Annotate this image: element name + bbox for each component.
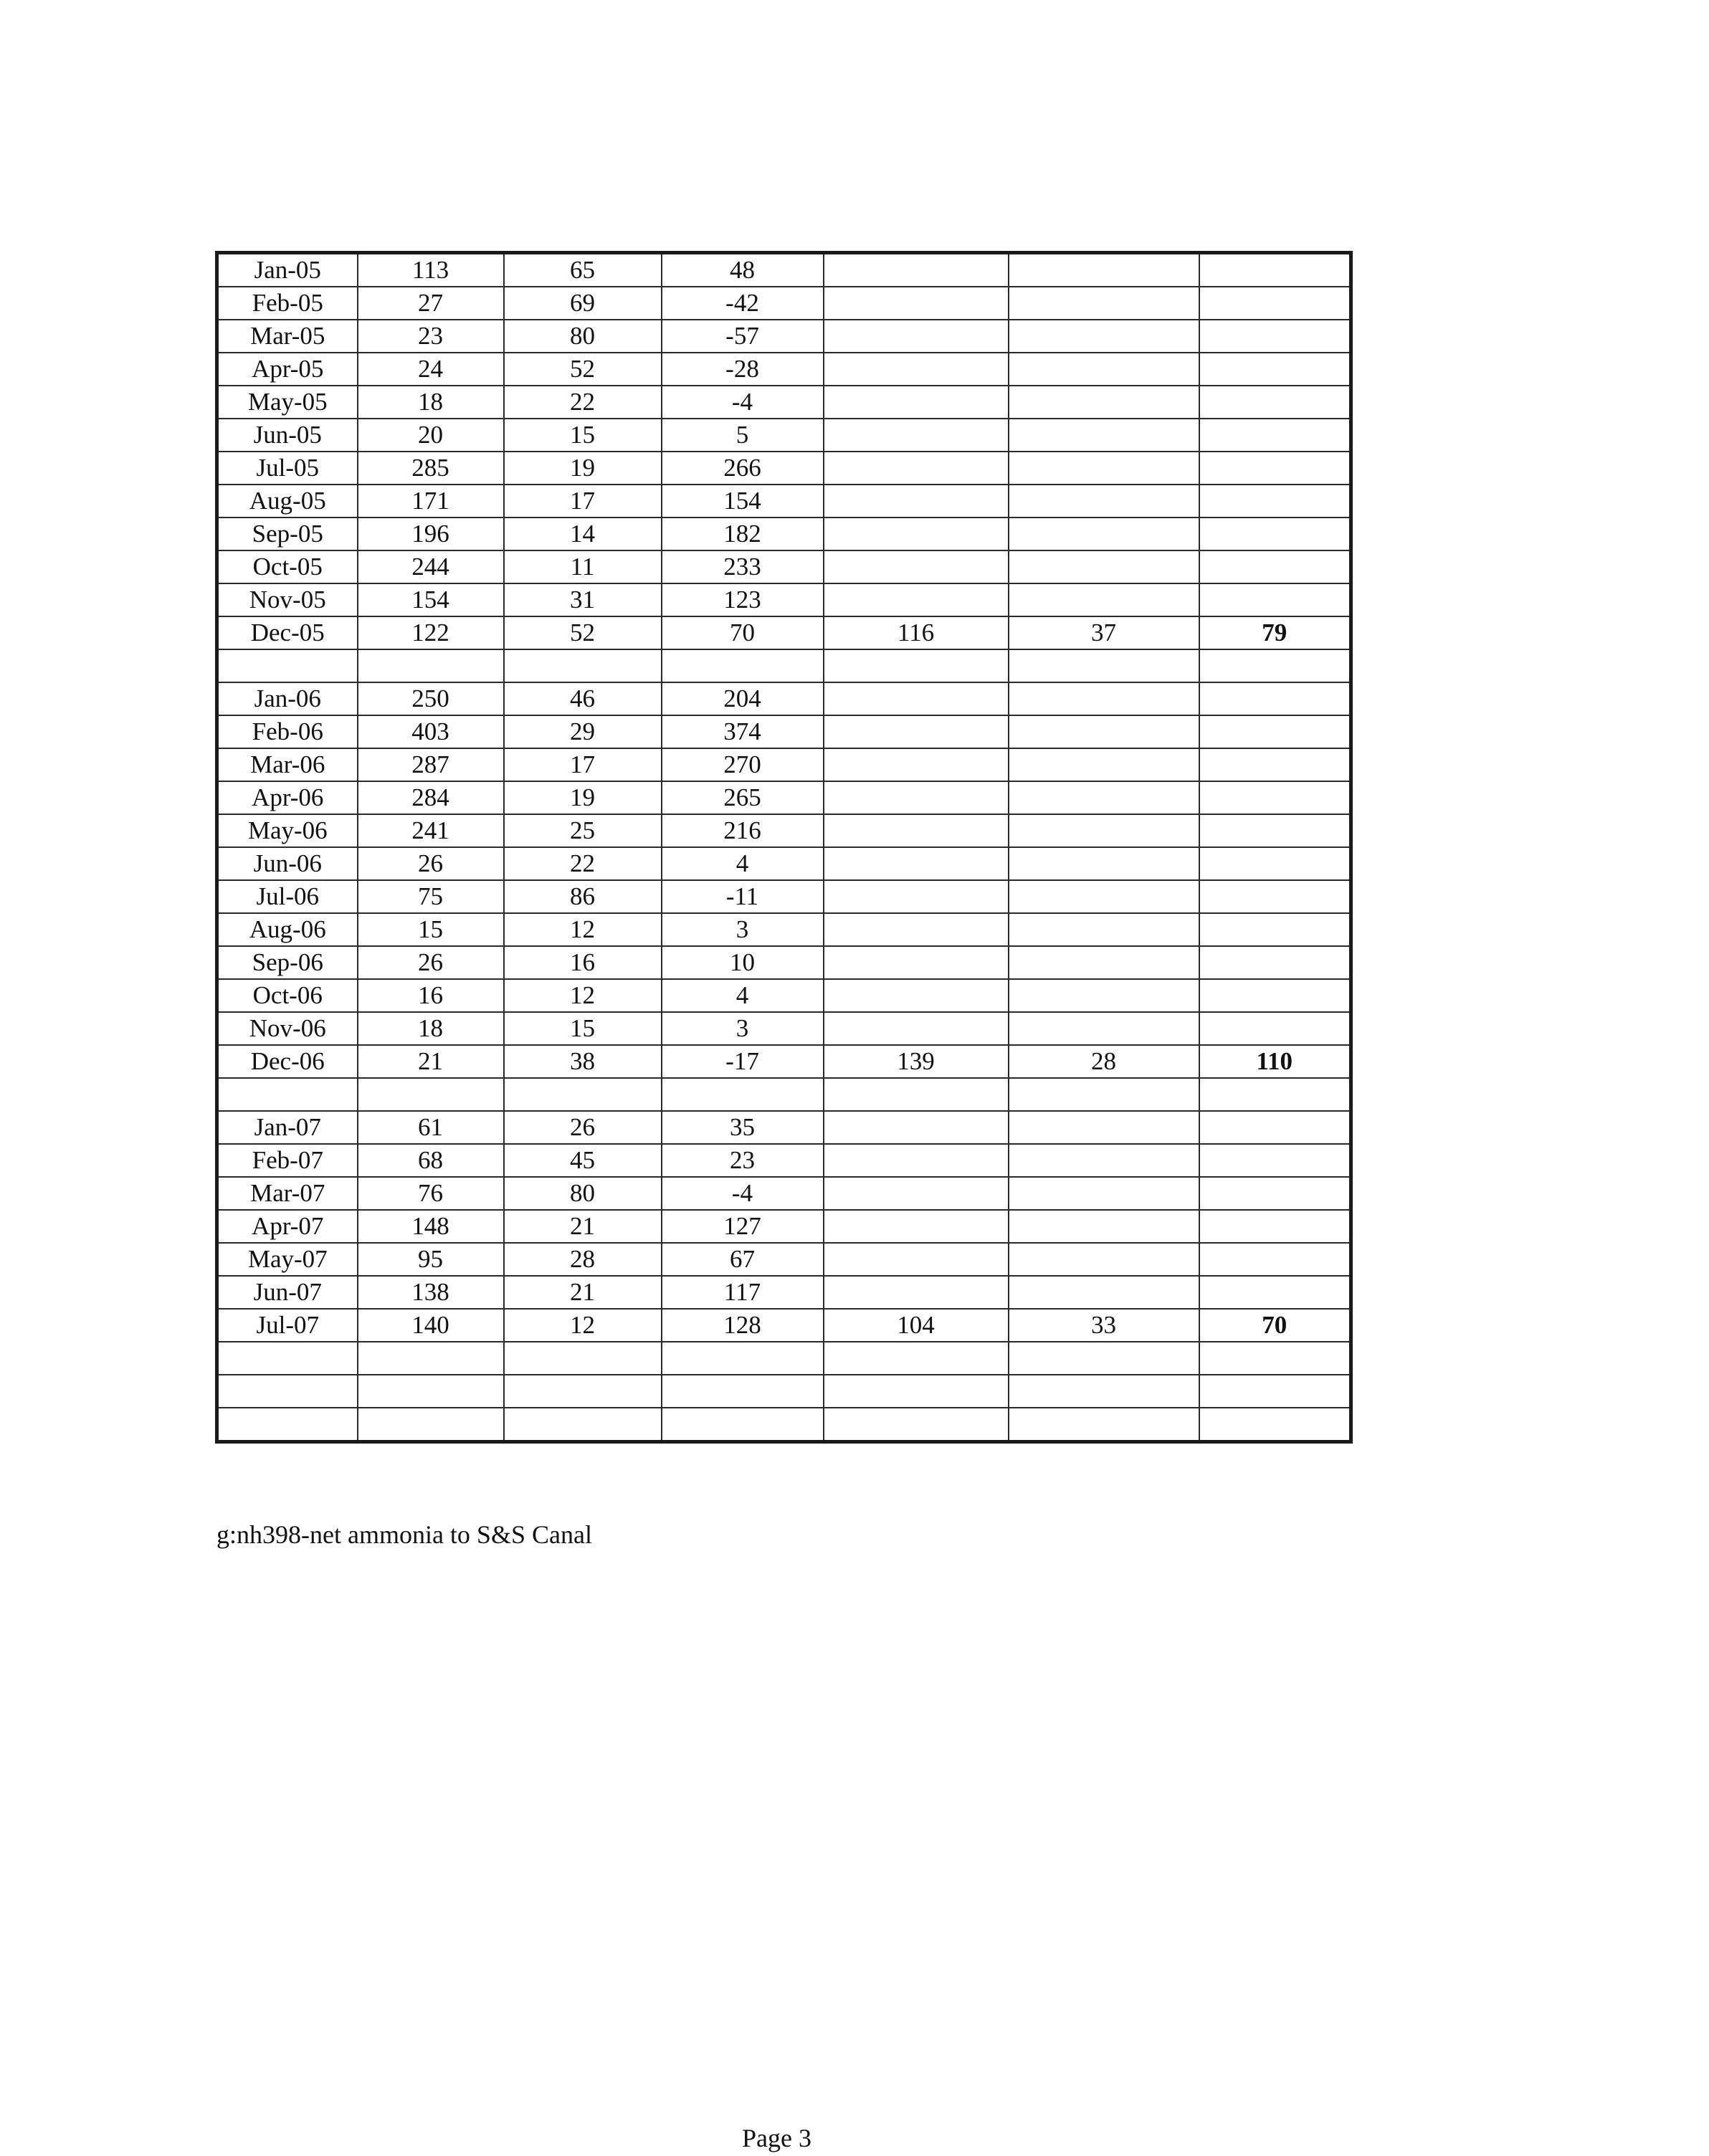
file-reference-note: g:nh398-net ammonia to S&S Canal (216, 1520, 592, 1549)
cell-value-a: 20 (358, 419, 504, 452)
cell-annual-net (1199, 649, 1351, 682)
cell-annual-net (1199, 1342, 1351, 1375)
cell-month: Jul-05 (217, 452, 358, 485)
cell-value-a: 61 (358, 1111, 504, 1144)
cell-annual-a (824, 748, 1009, 781)
cell-annual-a (824, 847, 1009, 880)
table-row (217, 1276, 1351, 1309)
cell-value-b: 65 (504, 253, 662, 287)
cell-value-b: 17 (504, 485, 662, 517)
cell-annual-a (824, 287, 1009, 320)
cell-value-b: 19 (504, 781, 662, 814)
cell-net: 70 (662, 616, 824, 649)
cell-value-a (358, 1375, 504, 1408)
cell-annual-a (824, 419, 1009, 452)
cell-net: -28 (662, 353, 824, 386)
cell-month: Jun-07 (217, 1276, 358, 1309)
cell-value-a: 75 (358, 880, 504, 913)
cell-month: Jan-06 (217, 682, 358, 715)
cell-month: Oct-06 (217, 979, 358, 1012)
cell-annual-a (824, 781, 1009, 814)
table-row (217, 1177, 1351, 1210)
cell-month: Jun-05 (217, 419, 358, 452)
cell-value-b: 52 (504, 616, 662, 649)
cell-annual-b: 37 (1009, 616, 1199, 649)
cell-net: 123 (662, 583, 824, 616)
cell-annual-net (1199, 1210, 1351, 1243)
cell-value-a (358, 1408, 504, 1442)
cell-annual-b (1009, 1111, 1199, 1144)
table-row (217, 1012, 1351, 1045)
cell-annual-a (824, 1111, 1009, 1144)
cell-annual-net (1199, 946, 1351, 979)
cell-annual-b (1009, 649, 1199, 682)
cell-value-b (504, 1408, 662, 1442)
cell-value-b (504, 1342, 662, 1375)
cell-net: 5 (662, 419, 824, 452)
cell-annual-b (1009, 847, 1199, 880)
cell-annual-a (824, 485, 1009, 517)
cell-annual-b (1009, 419, 1199, 452)
cell-annual-a (824, 452, 1009, 485)
cell-value-b: 16 (504, 946, 662, 979)
cell-annual-a (824, 1012, 1009, 1045)
cell-annual-a (824, 715, 1009, 748)
cell-value-a: 23 (358, 320, 504, 353)
cell-annual-a (824, 517, 1009, 550)
cell-annual-a (824, 682, 1009, 715)
table-row (217, 1243, 1351, 1276)
cell-value-a: 16 (358, 979, 504, 1012)
cell-value-b: 12 (504, 979, 662, 1012)
cell-annual-b (1009, 320, 1199, 353)
table-row (217, 814, 1351, 847)
cell-month (217, 649, 358, 682)
cell-value-b: 22 (504, 386, 662, 419)
cell-annual-b (1009, 485, 1199, 517)
cell-value-b: 46 (504, 682, 662, 715)
cell-value-b: 19 (504, 452, 662, 485)
table-row (217, 913, 1351, 946)
cell-value-a (358, 1078, 504, 1111)
cell-annual-net (1199, 419, 1351, 452)
cell-value-a: 68 (358, 1144, 504, 1177)
cell-value-a: 138 (358, 1276, 504, 1309)
cell-annual-net (1199, 814, 1351, 847)
cell-month (217, 1078, 358, 1111)
cell-annual-a (824, 979, 1009, 1012)
cell-month: Apr-06 (217, 781, 358, 814)
cell-annual-net (1199, 452, 1351, 485)
cell-annual-net (1199, 1144, 1351, 1177)
cell-annual-a (824, 583, 1009, 616)
table-row (217, 320, 1351, 353)
cell-annual-net (1199, 550, 1351, 583)
cell-value-b: 80 (504, 1177, 662, 1210)
cell-value-b: 15 (504, 1012, 662, 1045)
cell-annual-net (1199, 1012, 1351, 1045)
cell-annual-a (824, 1177, 1009, 1210)
cell-month: Sep-06 (217, 946, 358, 979)
cell-net: 117 (662, 1276, 824, 1309)
cell-month: Jun-06 (217, 847, 358, 880)
cell-month: Feb-07 (217, 1144, 358, 1177)
cell-annual-net (1199, 1276, 1351, 1309)
cell-annual-net (1199, 517, 1351, 550)
cell-value-a: 284 (358, 781, 504, 814)
cell-month: Apr-07 (217, 1210, 358, 1243)
cell-net: 182 (662, 517, 824, 550)
cell-annual-b (1009, 748, 1199, 781)
cell-value-a: 113 (358, 253, 504, 287)
cell-annual-b (1009, 913, 1199, 946)
cell-net (662, 1342, 824, 1375)
cell-annual-net (1199, 1408, 1351, 1442)
ammonia-data-table (215, 251, 1353, 1444)
cell-net: 374 (662, 715, 824, 748)
table-row (217, 1144, 1351, 1177)
cell-value-a: 148 (358, 1210, 504, 1243)
cell-annual-b (1009, 781, 1199, 814)
cell-annual-b (1009, 1408, 1199, 1442)
cell-value-b: 15 (504, 419, 662, 452)
cell-annual-a (824, 880, 1009, 913)
cell-value-b (504, 649, 662, 682)
cell-month: May-06 (217, 814, 358, 847)
cell-annual-net: 110 (1199, 1045, 1351, 1078)
cell-annual-a (824, 550, 1009, 583)
cell-value-a: 196 (358, 517, 504, 550)
cell-value-b: 38 (504, 1045, 662, 1078)
cell-annual-b (1009, 1276, 1199, 1309)
cell-annual-b (1009, 253, 1199, 287)
cell-annual-b (1009, 583, 1199, 616)
cell-value-b (504, 1375, 662, 1408)
page-number: Page 3 (742, 2124, 811, 2152)
table-row (217, 583, 1351, 616)
cell-value-b: 52 (504, 353, 662, 386)
cell-annual-net (1199, 1111, 1351, 1144)
cell-annual-net (1199, 485, 1351, 517)
cell-annual-b (1009, 1144, 1199, 1177)
cell-annual-a (824, 353, 1009, 386)
cell-annual-b (1009, 1342, 1199, 1375)
cell-net: -57 (662, 320, 824, 353)
cell-annual-net: 79 (1199, 616, 1351, 649)
cell-annual-a (824, 253, 1009, 287)
cell-value-b: 86 (504, 880, 662, 913)
cell-annual-a (824, 320, 1009, 353)
cell-annual-a (824, 814, 1009, 847)
cell-annual-a (824, 1243, 1009, 1276)
cell-annual-net (1199, 715, 1351, 748)
cell-net: 266 (662, 452, 824, 485)
cell-value-b: 21 (504, 1276, 662, 1309)
cell-annual-net (1199, 386, 1351, 419)
cell-month: Aug-05 (217, 485, 358, 517)
cell-net: -4 (662, 386, 824, 419)
cell-net: 204 (662, 682, 824, 715)
cell-value-a: 26 (358, 946, 504, 979)
cell-month: Sep-05 (217, 517, 358, 550)
cell-annual-b (1009, 1078, 1199, 1111)
cell-value-a: 140 (358, 1309, 504, 1342)
cell-month (217, 1408, 358, 1442)
cell-net: 265 (662, 781, 824, 814)
cell-annual-a (824, 1276, 1009, 1309)
cell-net: 216 (662, 814, 824, 847)
cell-annual-b (1009, 1243, 1199, 1276)
cell-value-a: 15 (358, 913, 504, 946)
cell-annual-net: 70 (1199, 1309, 1351, 1342)
cell-net (662, 1375, 824, 1408)
cell-annual-b: 28 (1009, 1045, 1199, 1078)
cell-annual-net (1199, 253, 1351, 287)
cell-month: Oct-05 (217, 550, 358, 583)
table-row (217, 386, 1351, 419)
table-row (217, 1375, 1351, 1408)
cell-value-b: 80 (504, 320, 662, 353)
cell-net: 3 (662, 1012, 824, 1045)
cell-month: Mar-05 (217, 320, 358, 353)
cell-value-a: 244 (358, 550, 504, 583)
table-row (217, 253, 1351, 287)
cell-net (662, 1408, 824, 1442)
cell-annual-net (1199, 1375, 1351, 1408)
cell-annual-a: 139 (824, 1045, 1009, 1078)
cell-month: Nov-06 (217, 1012, 358, 1045)
cell-value-a: 154 (358, 583, 504, 616)
cell-value-a: 122 (358, 616, 504, 649)
cell-month: Feb-06 (217, 715, 358, 748)
cell-annual-net (1199, 1078, 1351, 1111)
cell-net: 10 (662, 946, 824, 979)
cell-month (217, 1342, 358, 1375)
cell-net: -42 (662, 287, 824, 320)
cell-value-b: 21 (504, 1210, 662, 1243)
cell-annual-net (1199, 682, 1351, 715)
table-row (217, 517, 1351, 550)
cell-annual-net (1199, 287, 1351, 320)
cell-month: Apr-05 (217, 353, 358, 386)
cell-month: May-05 (217, 386, 358, 419)
table-row (217, 748, 1351, 781)
table-row (217, 550, 1351, 583)
cell-annual-b (1009, 517, 1199, 550)
cell-month: Jul-07 (217, 1309, 358, 1342)
cell-annual-net (1199, 583, 1351, 616)
cell-net: 127 (662, 1210, 824, 1243)
cell-net: 67 (662, 1243, 824, 1276)
cell-net: 4 (662, 979, 824, 1012)
cell-value-b: 29 (504, 715, 662, 748)
cell-annual-net (1199, 1177, 1351, 1210)
cell-annual-net (1199, 353, 1351, 386)
cell-value-a: 76 (358, 1177, 504, 1210)
table-row (217, 485, 1351, 517)
table-row (217, 452, 1351, 485)
table-row (217, 1309, 1351, 1342)
cell-annual-b (1009, 1177, 1199, 1210)
table-row (217, 847, 1351, 880)
cell-value-b (504, 1078, 662, 1111)
cell-annual-b (1009, 814, 1199, 847)
cell-annual-b (1009, 946, 1199, 979)
cell-value-a: 27 (358, 287, 504, 320)
table-row (217, 1045, 1351, 1078)
cell-annual-a (824, 946, 1009, 979)
cell-annual-b (1009, 880, 1199, 913)
cell-annual-b (1009, 979, 1199, 1012)
cell-month: Mar-07 (217, 1177, 358, 1210)
cell-value-b: 12 (504, 913, 662, 946)
cell-value-a: 18 (358, 1012, 504, 1045)
table-row (217, 979, 1351, 1012)
cell-net (662, 649, 824, 682)
cell-annual-b (1009, 1210, 1199, 1243)
cell-annual-a: 104 (824, 1309, 1009, 1342)
cell-value-a: 24 (358, 353, 504, 386)
cell-annual-net (1199, 913, 1351, 946)
cell-value-b: 25 (504, 814, 662, 847)
cell-annual-b (1009, 1375, 1199, 1408)
cell-net: 233 (662, 550, 824, 583)
cell-value-a: 287 (358, 748, 504, 781)
cell-value-b: 28 (504, 1243, 662, 1276)
cell-value-b: 31 (504, 583, 662, 616)
cell-net (662, 1078, 824, 1111)
cell-net: 35 (662, 1111, 824, 1144)
cell-value-a: 285 (358, 452, 504, 485)
cell-month: Aug-06 (217, 913, 358, 946)
table-row (217, 616, 1351, 649)
cell-annual-b (1009, 550, 1199, 583)
cell-month: Nov-05 (217, 583, 358, 616)
cell-net: 270 (662, 748, 824, 781)
cell-annual-b (1009, 287, 1199, 320)
cell-annual-a (824, 913, 1009, 946)
table-body (217, 253, 1351, 1442)
cell-net: -4 (662, 1177, 824, 1210)
table-row (217, 1078, 1351, 1111)
cell-value-a: 403 (358, 715, 504, 748)
table-row (217, 1408, 1351, 1442)
cell-month: Feb-05 (217, 287, 358, 320)
table-row (217, 1210, 1351, 1243)
cell-value-b: 14 (504, 517, 662, 550)
cell-annual-net (1199, 748, 1351, 781)
cell-annual-b (1009, 682, 1199, 715)
cell-annual-net (1199, 979, 1351, 1012)
cell-value-a: 95 (358, 1243, 504, 1276)
cell-annual-a (824, 386, 1009, 419)
cell-annual-b (1009, 353, 1199, 386)
cell-value-b: 26 (504, 1111, 662, 1144)
cell-annual-a (824, 1375, 1009, 1408)
table-row (217, 1111, 1351, 1144)
cell-value-a: 171 (358, 485, 504, 517)
cell-month: Jan-07 (217, 1111, 358, 1144)
cell-value-a: 18 (358, 386, 504, 419)
cell-annual-net (1199, 847, 1351, 880)
cell-value-a: 26 (358, 847, 504, 880)
cell-net: 128 (662, 1309, 824, 1342)
cell-annual-a (824, 1078, 1009, 1111)
cell-annual-a (824, 649, 1009, 682)
cell-value-b: 22 (504, 847, 662, 880)
cell-net: 4 (662, 847, 824, 880)
cell-month (217, 1375, 358, 1408)
cell-month: Jul-06 (217, 880, 358, 913)
cell-value-a (358, 649, 504, 682)
cell-month: Jan-05 (217, 253, 358, 287)
cell-value-a: 250 (358, 682, 504, 715)
cell-annual-net (1199, 1243, 1351, 1276)
table-row (217, 419, 1351, 452)
cell-value-b: 12 (504, 1309, 662, 1342)
table-row (217, 781, 1351, 814)
table-row (217, 880, 1351, 913)
cell-net: 48 (662, 253, 824, 287)
cell-annual-b (1009, 386, 1199, 419)
cell-annual-b (1009, 715, 1199, 748)
table-row (217, 715, 1351, 748)
cell-value-b: 11 (504, 550, 662, 583)
cell-net: 3 (662, 913, 824, 946)
table-row (217, 287, 1351, 320)
cell-value-a (358, 1342, 504, 1375)
cell-annual-a: 116 (824, 616, 1009, 649)
cell-annual-b (1009, 1012, 1199, 1045)
cell-net: 23 (662, 1144, 824, 1177)
cell-net: -17 (662, 1045, 824, 1078)
cell-annual-a (824, 1342, 1009, 1375)
cell-net: 154 (662, 485, 824, 517)
cell-annual-a (824, 1408, 1009, 1442)
cell-value-b: 69 (504, 287, 662, 320)
cell-annual-a (824, 1144, 1009, 1177)
cell-value-b: 45 (504, 1144, 662, 1177)
cell-month: May-07 (217, 1243, 358, 1276)
cell-annual-b: 33 (1009, 1309, 1199, 1342)
table-row (217, 353, 1351, 386)
cell-value-a: 241 (358, 814, 504, 847)
cell-annual-net (1199, 320, 1351, 353)
cell-month: Dec-06 (217, 1045, 358, 1078)
table-row (217, 682, 1351, 715)
cell-net: -11 (662, 880, 824, 913)
table-row (217, 1342, 1351, 1375)
cell-value-b: 17 (504, 748, 662, 781)
cell-month: Mar-06 (217, 748, 358, 781)
table-row (217, 649, 1351, 682)
cell-annual-net (1199, 781, 1351, 814)
table-row (217, 946, 1351, 979)
cell-value-a: 21 (358, 1045, 504, 1078)
cell-annual-net (1199, 880, 1351, 913)
cell-annual-b (1009, 452, 1199, 485)
cell-annual-a (824, 1210, 1009, 1243)
cell-month: Dec-05 (217, 616, 358, 649)
